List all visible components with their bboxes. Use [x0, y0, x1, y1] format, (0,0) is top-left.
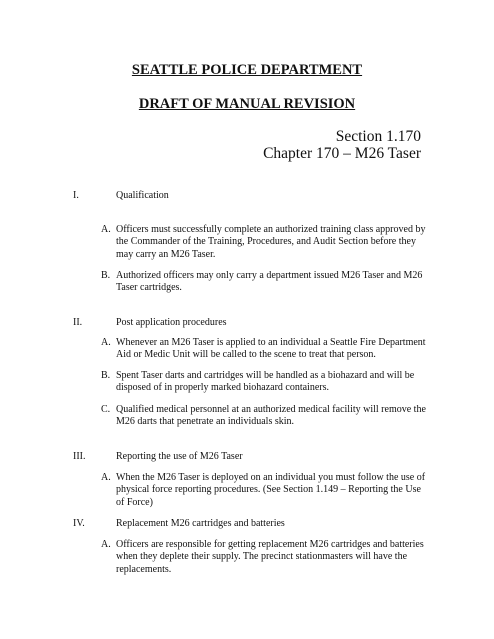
section-numeral: II.	[73, 317, 83, 328]
item-letter: A.	[101, 539, 111, 550]
item-line: may carry an M26 Taser.	[116, 248, 216, 260]
item-line: Officers must successfully complete an authorized training class approved by	[116, 224, 426, 235]
item-line: Officers are responsible for getting replacement M26 cartridges and batteries	[116, 539, 424, 550]
item-text	[116, 224, 426, 261]
chapter-title: Chapter 170 – M26 Taser	[263, 145, 421, 162]
item-text	[116, 370, 418, 395]
item-line: Whenever an M26 Taser is applied to an individual a Seattle Fire Department	[116, 337, 426, 348]
item-line: Aid or Medic Unit will be called to the scene to treat that person.	[116, 349, 376, 361]
draft-title: DRAFT OF MANUAL REVISION	[138, 96, 356, 112]
item-line: disposed of in properly marked biohazard containers.	[116, 382, 329, 394]
section-numeral: III.	[73, 451, 86, 462]
section-numeral: I.	[73, 190, 79, 201]
item-line: physical force reporting procedures. (See Section 1.149 – Reporting the Use	[116, 484, 421, 496]
item-text	[116, 472, 426, 509]
item-line: Taser cartridges.	[116, 282, 182, 294]
department-title: SEATTLE POLICE DEPARTMENT	[131, 62, 363, 78]
item-letter: A.	[101, 472, 111, 483]
item-line: M26 darts that penetrate an individuals skin.	[116, 416, 295, 428]
item-letter: C.	[101, 404, 111, 415]
item-text	[116, 270, 423, 295]
item-line: Spent Taser darts and cartridges will be handled as a biohazard and will be	[116, 370, 415, 381]
item-line: when they deplete their supply. The precinct stationmasters will have the	[116, 551, 408, 563]
section-heading: Reporting the use of M26 Taser	[116, 451, 243, 462]
item-text	[116, 539, 424, 576]
item-line: Authorized officers may only carry a department issued M26 Taser and M26	[116, 270, 423, 281]
section-heading: Qualification	[116, 190, 169, 201]
item-line: replacements.	[116, 563, 172, 575]
item-line: Qualified medical personnel at an authorized medical facility will remove the	[116, 404, 426, 415]
item-letter: B.	[101, 270, 111, 281]
item-letter: A.	[101, 337, 111, 348]
item-text	[116, 404, 426, 429]
item-letter: A.	[101, 224, 111, 235]
item-letter: B.	[101, 370, 111, 381]
item-text	[116, 337, 426, 362]
item-line: When the M26 Taser is deployed on an individual you must follow the use of	[116, 472, 426, 483]
section-heading: Replacement M26 cartridges and batteries	[116, 518, 285, 529]
section-numeral: IV.	[73, 518, 85, 529]
section-number: Section 1.170	[335, 128, 421, 145]
section-heading: Post application procedures	[116, 317, 227, 328]
item-line: of Force)	[116, 496, 153, 508]
item-line: the Commander of the Training, Procedures, and Audit Section before they	[116, 236, 416, 248]
